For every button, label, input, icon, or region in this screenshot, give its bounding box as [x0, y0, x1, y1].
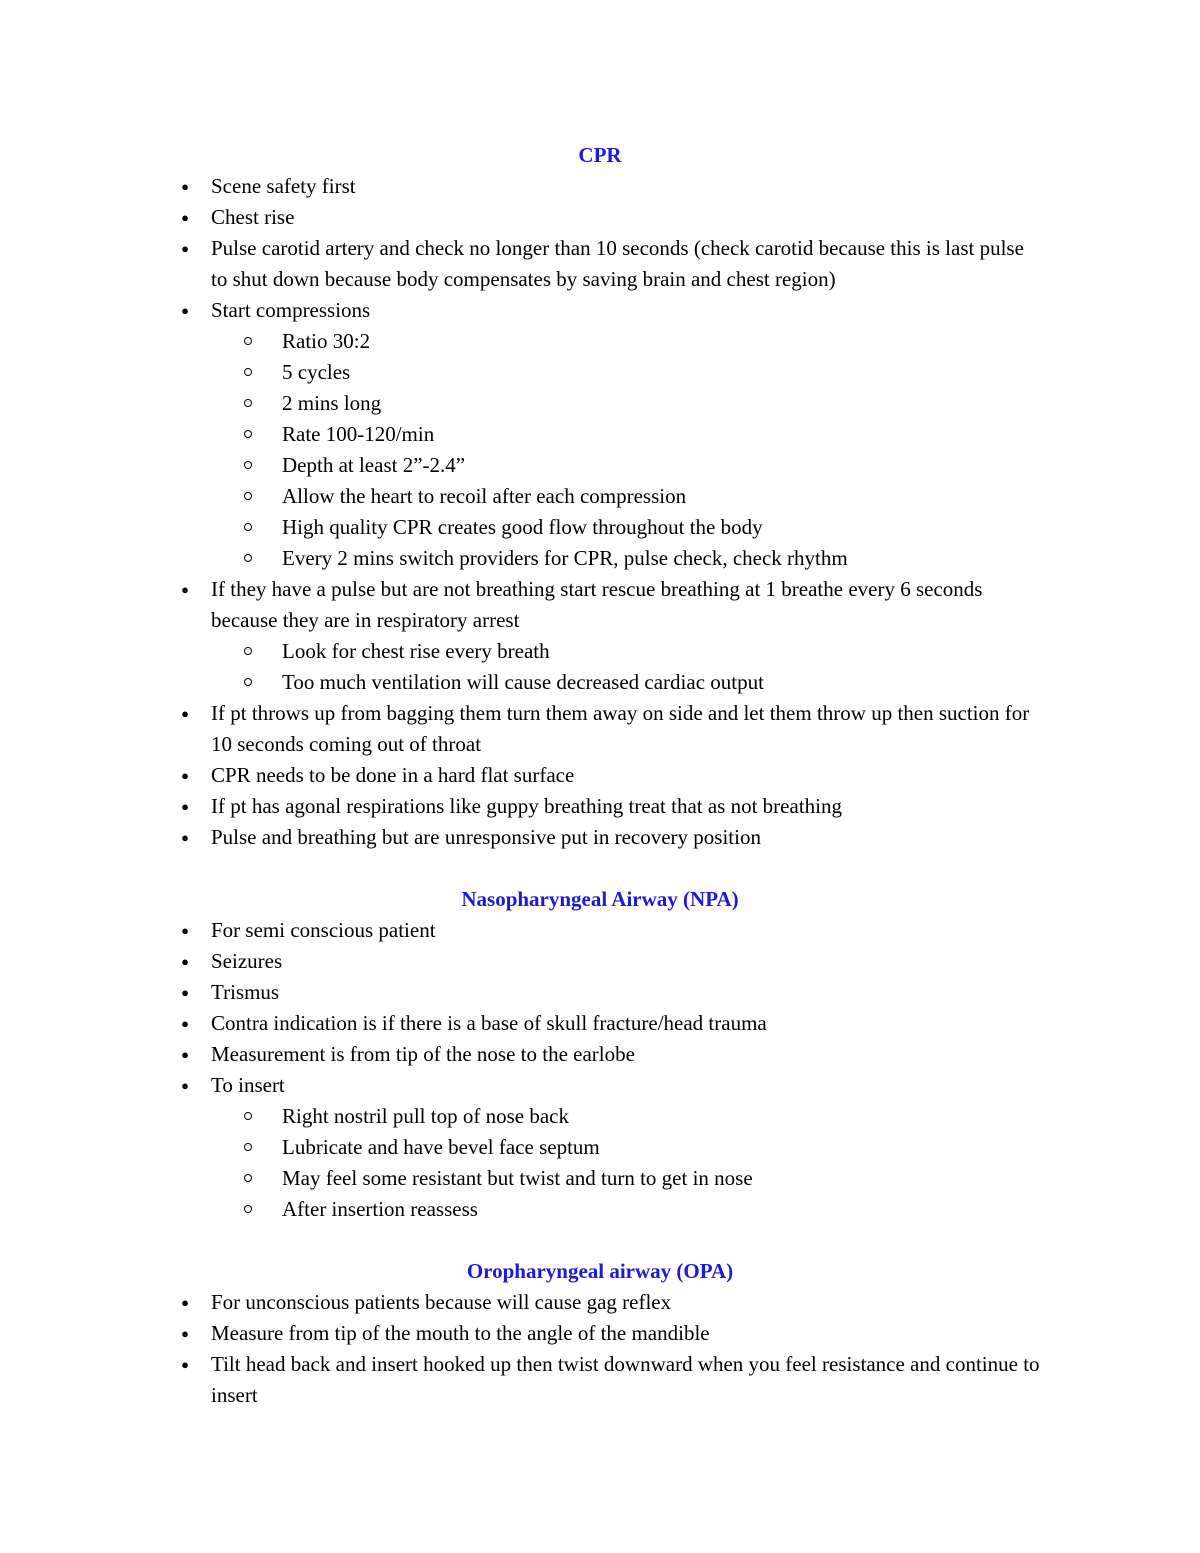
- opa-list: [0, 1287, 1200, 1411]
- sublist-item-text: Look for chest rise every breath: [282, 639, 550, 663]
- circle-bullet-icon: [244, 523, 252, 531]
- list-item-text: To insert: [211, 1073, 285, 1097]
- list-item: [0, 946, 1200, 977]
- section-heading-cpr: CPR: [578, 143, 622, 167]
- list-item: [0, 1349, 1200, 1411]
- sublist: [211, 1101, 1040, 1225]
- bullet-icon: ●: [181, 1047, 189, 1062]
- circle-bullet-icon: [244, 1112, 252, 1120]
- list-item-text: If pt has agonal respirations like guppy breathing treat that as not breathing: [211, 794, 842, 818]
- sublist: [211, 326, 1040, 574]
- bullet-icon: ●: [181, 706, 189, 721]
- sublist-item: [282, 1101, 1040, 1132]
- circle-bullet-icon: [244, 1143, 252, 1151]
- sublist-item-text: Depth at least 2”-2.4”: [282, 453, 466, 477]
- circle-bullet-icon: [244, 647, 252, 655]
- sublist-item-text: After insertion reassess: [282, 1197, 478, 1221]
- document-page: [0, 140, 1200, 1411]
- sublist-item-text: Every 2 mins switch providers for CPR, pulse check, check rhythm: [282, 546, 848, 570]
- sublist-item: [282, 326, 1040, 357]
- bullet-icon: ●: [181, 303, 189, 318]
- circle-bullet-icon: [244, 492, 252, 500]
- sublist-item-text: Rate 100-120/min: [282, 422, 435, 446]
- bullet-icon: ●: [181, 954, 189, 969]
- list-item: [0, 1008, 1200, 1039]
- sublist-item: [282, 419, 1040, 450]
- circle-bullet-icon: [244, 461, 252, 469]
- list-item: [0, 295, 1200, 574]
- list-item: [0, 1287, 1200, 1318]
- list-item: [0, 822, 1200, 853]
- list-item: [0, 574, 1200, 698]
- list-item: [0, 1318, 1200, 1349]
- list-item: [0, 233, 1200, 295]
- circle-bullet-icon: [244, 399, 252, 407]
- circle-bullet-icon: [244, 430, 252, 438]
- sublist: [211, 636, 1040, 698]
- list-item-text: Pulse and breathing but are unresponsive put in recovery position: [211, 825, 761, 849]
- circle-bullet-icon: [244, 1174, 252, 1182]
- list-item-text: Tilt head back and insert hooked up then twist downward when you feel resistance and continue to insert: [211, 1352, 1040, 1407]
- list-item: [0, 915, 1200, 946]
- bullet-icon: ●: [181, 241, 189, 256]
- list-item-text: Measure from tip of the mouth to the angle of the mandible: [211, 1321, 710, 1345]
- list-item-text: Trismus: [211, 980, 280, 1004]
- sublist-item-text: Allow the heart to recoil after each compression: [282, 484, 687, 508]
- list-item: [0, 791, 1200, 822]
- sublist-item: [282, 481, 1040, 512]
- list-item: [0, 202, 1200, 233]
- bullet-icon: ●: [181, 799, 189, 814]
- sublist-item-text: 2 mins long: [282, 391, 382, 415]
- sublist-item-text: 5 cycles: [282, 360, 351, 384]
- sublist-item-text: High quality CPR creates good flow throughout the body: [282, 515, 763, 539]
- sublist-item: [282, 1163, 1040, 1194]
- circle-bullet-icon: [244, 678, 252, 686]
- bullet-icon: ●: [181, 1016, 189, 1031]
- bullet-icon: ●: [181, 210, 189, 225]
- list-item-text: Contra indication is if there is a base of skull fracture/head trauma: [211, 1011, 767, 1035]
- list-item: [0, 1039, 1200, 1070]
- sublist-item: [282, 388, 1040, 419]
- list-item: [0, 977, 1200, 1008]
- npa-list: [0, 915, 1200, 1225]
- cpr-list: [0, 171, 1200, 853]
- section-heading-npa: Nasopharyngeal Airway (NPA): [461, 887, 739, 911]
- sublist-item-text: Too much ventilation will cause decreased cardiac output: [282, 670, 764, 694]
- sublist-item: [282, 636, 1040, 667]
- section-spacer: [0, 1225, 1200, 1256]
- section-heading-opa: Oropharyngeal airway (OPA): [466, 1259, 734, 1283]
- sublist-item: [282, 1132, 1040, 1163]
- sublist-item-text: Lubricate and have bevel face septum: [282, 1135, 600, 1159]
- list-item-text: Scene safety first: [211, 174, 356, 198]
- list-item-text: CPR needs to be done in a hard flat surface: [211, 763, 575, 787]
- sublist-item-text: Ratio 30:2: [282, 329, 371, 353]
- sublist-item: [282, 1194, 1040, 1225]
- list-item-text: For semi conscious patient: [211, 918, 436, 942]
- list-item: [0, 1070, 1200, 1225]
- sublist-item: [282, 667, 1040, 698]
- list-item: [0, 698, 1200, 760]
- bullet-icon: ●: [181, 1357, 189, 1372]
- list-item: [0, 760, 1200, 791]
- sublist-item-text: Right nostril pull top of nose back: [282, 1104, 569, 1128]
- circle-bullet-icon: [244, 337, 252, 345]
- section-spacer: [0, 853, 1200, 884]
- bullet-icon: ●: [181, 1078, 189, 1093]
- bullet-icon: ●: [181, 582, 189, 597]
- list-item: [0, 171, 1200, 202]
- list-item-text: Seizures: [211, 949, 283, 973]
- sublist-item: [282, 450, 1040, 481]
- list-item-text: Chest rise: [211, 205, 295, 229]
- sublist-item: [282, 543, 1040, 574]
- list-item-text: Start compressions: [211, 298, 371, 322]
- bullet-icon: ●: [181, 768, 189, 783]
- bullet-icon: ●: [181, 923, 189, 938]
- circle-bullet-icon: [244, 554, 252, 562]
- bullet-icon: ●: [181, 1295, 189, 1310]
- circle-bullet-icon: [244, 368, 252, 376]
- list-item-text: Measurement is from tip of the nose to the earlobe: [211, 1042, 635, 1066]
- sublist-item: [282, 357, 1040, 388]
- list-item-text: Pulse carotid artery and check no longer than 10 seconds (check carotid because this is last pulse to shut down because body compensates by saving brain and chest region): [211, 236, 1024, 291]
- sublist-item: [282, 512, 1040, 543]
- list-item-text: If they have a pulse but are not breathing start rescue breathing at 1 breathe every 6 seconds because they are in respiratory arrest: [211, 577, 983, 632]
- list-item-text: For unconscious patients because will cause gag reflex: [211, 1290, 672, 1314]
- bullet-icon: ●: [181, 1326, 189, 1341]
- bullet-icon: ●: [181, 830, 189, 845]
- circle-bullet-icon: [244, 1205, 252, 1213]
- bullet-icon: ●: [181, 985, 189, 1000]
- list-item-text: If pt throws up from bagging them turn them away on side and let them throw up then suction for 10 seconds coming out of throat: [211, 701, 1030, 756]
- bullet-icon: ●: [181, 179, 189, 194]
- sublist-item-text: May feel some resistant but twist and turn to get in nose: [282, 1166, 753, 1190]
